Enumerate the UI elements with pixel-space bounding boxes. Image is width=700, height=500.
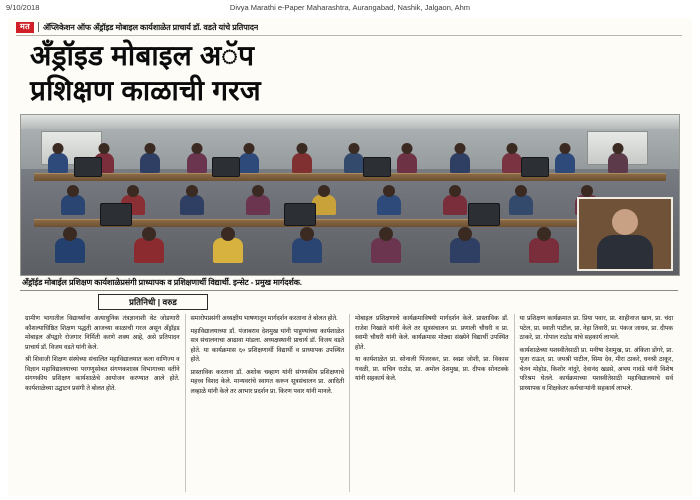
photo-ceiling (21, 115, 679, 129)
paragraph: कार्यशाळेच्या यशस्वीतेसाठी प्रा. मनीषा देशमुख, प्रा. अंकिता डोंगरे, प्रा. पूजा राऊत, प्रा. जयश्री पाटील, सिमा देव, मीरा ठाकरे, धनश्री ठाकूर, चेतन मोहोड, किशोर नांदुरे, देवानंद खडसे, अभय गावंडे यांनी विशेष परिश्रम घेतले. कार्यक्रमाच्या यशस्वीतेसाठी महाविद्यालयाचे सर्व प्राध्यापक व शिक्षकेतर कर्मचाऱ्यांनी सहकार्य लाभले. (519, 346, 673, 392)
headline-line-2: प्रशिक्षण काळाची गरज (30, 75, 261, 107)
browser-topbar (0, 0, 700, 16)
site-title: Divya Marathi e-Paper Maharashtra, Aurangabad, Nashik, Jalgaon, Ahm (229, 3, 471, 12)
paragraph: समारोपप्रसंगी अध्यक्षीय भाषणातून मार्गदर्शन करताना ते बोलत होते. (190, 315, 338, 322)
paragraph: प्रास्ताविक करताना डॉ. अशोक चव्हाण यांनी संगणकीय प्रशिक्षणाचे महत्त्व विशद केले. मान्यवरांचे स्वागत करून सूत्रसंचालन प्रा. आदिती लव्हाळे यांनी केले तर आभार प्रदर्शन प्रा. किरण पवार यांनी मानले. (190, 368, 344, 395)
masthead-divider (38, 22, 39, 32)
newspaper-sheet (8, 18, 692, 496)
paragraph: या प्रशिक्षण कार्यक्रमात प्रा. प्रिया पवार, प्रा. शाहीनाज खान, प्रा. चंदा पटेल, प्रा. स्वाती पाटील, प्रा. नेहा तिवारी, प्रा. पंकज जाधव, प्रा. दीपक ठाकरे, प्रा. गोपाल राठोड यांचे सहकार्य लाभले. (519, 315, 673, 342)
paragraph: मोबाइल प्रशिक्षणाचे कार्यक्रमाविषयी मार्गदर्शन केले. प्रास्ताविक डॉ. राजेश निखाते यांनी केले तर सूत्रसंचालन प्रा. प्रणाली चौधरी व प्रा. स्वामी चौधरी यांनी केले. कार्यक्रमास मोठ्या संख्येने विद्यार्थी उपस्थित होते. (355, 315, 509, 351)
article-column-1 (20, 314, 185, 492)
paragraph: महाविद्यालयाच्या डॉ. पंजाबराव देशमुख यांनी पाहुण्यांच्या कार्यशाळेत सत्र संचालनाचा आढावा मांडला. अध्यक्षस्थानी प्राचार्य डॉ. विजय वडते होते. या कार्यक्रमास ६० प्रशिक्षणार्थी विद्यार्थी व प्राध्यापक उपस्थित होते. (190, 327, 344, 364)
caption-rule (20, 290, 678, 291)
photo-student-row-far (21, 145, 679, 173)
headline (30, 38, 670, 109)
article-photo (20, 114, 680, 276)
paragraph: ग्रामीण भागातील विद्यार्थ्यांना अत्याधुनिक तंत्रज्ञानाशी थेट जोडणारी कौशल्याधिष्ठित शिक्षण पद्धती आजच्या काळाची गरज असून अँड्रॉइड मोबाइल अ‍ॅपद्वारे रोजगार निर्मिती करणे शक्य आहे, असे प्रतिपादन प्राचार्य डॉ. विजय वडते यांनी केले. (25, 315, 180, 351)
paragraph: या कार्यशाळेत प्रा. सोनाली पिंजरकर, प्रा. स्वप्ना जोशी, प्रा. विकास गवळी, प्रा. सचिन राठोड, प्रा. अमोल देशमुख, प्रा. दीपक सोनटक्के यांनी सहकार्य केले. (355, 356, 509, 383)
headline-line-1: अँड्रॉइड मोबाइल अॅप (30, 40, 255, 71)
article-column-4 (514, 314, 679, 492)
article-columns (20, 314, 678, 492)
photo-desk-far (34, 173, 666, 181)
masthead (16, 20, 682, 36)
page-date: 9/10/2018 (6, 3, 40, 12)
publication-logo: मत (16, 22, 34, 33)
article-column-3 (349, 314, 514, 492)
article-column-2 (185, 314, 350, 492)
photo-inset-speaker (577, 197, 673, 271)
photo-caption: अँड्रॉईड मोबाईल प्रशिक्षण कार्यशाळेप्रसंगी प्राध्यापक व प्रशिक्षणार्थी विद्यार्थी. इन्सेट - प्रमुख मार्गदर्शक. (22, 278, 302, 287)
masthead-subhead: अ‍ॅप्लिकेशन ऑफ अँड्रॉइड मोबाइल कार्यशाळेत प्राचार्य डॉ. वडते यांचे प्रतिपादन (42, 22, 259, 32)
byline-box: प्रतिनिधी | वरुड (98, 294, 208, 310)
paragraph: श्री शिवाजी शिक्षण संस्थेच्या संचालित महाविद्यालयात कला वाणिज्य व विज्ञान महाविद्यालयाच्या परगणूसोबत संगणकशास्त्र विभागाच्या वतीने संगणकीय प्रशिक्षण कार्यशाळेचे आयोजन करण्यात आले होते. कार्यशाळेच्या उद्घाटन प्रसंगी ते बोलत होते. (25, 356, 180, 392)
